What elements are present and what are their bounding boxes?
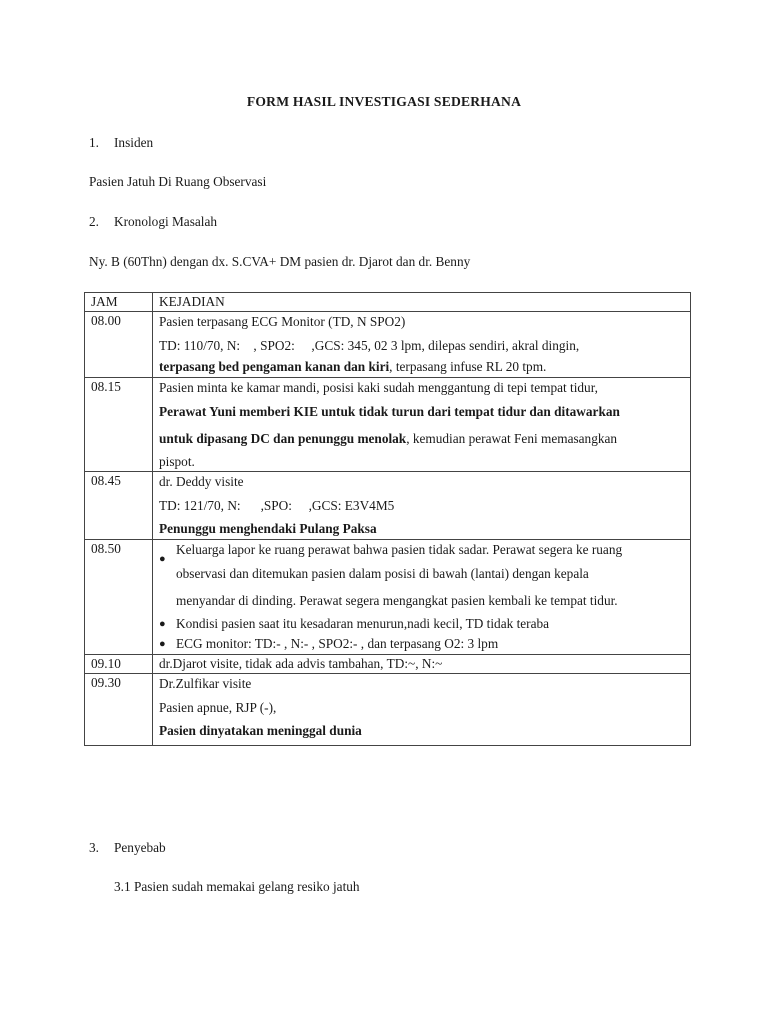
kejadian-text: ECG monitor: TD:- , N:- , SPO2:- , dan terpasang O2: 3 lpm xyxy=(176,636,499,651)
section-number: 3. xyxy=(89,840,99,855)
row-kejadian xyxy=(153,472,691,540)
kejadian-line: observasi dan ditemukan pasien dalam posisi di bawah (lantai) dengan kepala xyxy=(176,566,589,581)
kejadian-line: Pasien terpasang ECG Monitor (TD, N SPO2) xyxy=(159,314,406,329)
table-row xyxy=(85,472,691,540)
header-kejadian: KEJADIAN xyxy=(153,293,691,312)
kejadian-line: dr. Deddy visite xyxy=(159,474,244,489)
kejadian-bullet-list xyxy=(159,540,690,654)
kejadian-line xyxy=(159,425,690,452)
table-row xyxy=(85,312,691,378)
kejadian-bold-text: untuk dipasang DC dan penunggu menolak xyxy=(159,431,407,446)
kejadian-line: TD: 121/70, N: ,SPO: ,GCS: E3V4M5 xyxy=(159,498,395,513)
bullet-icon: ● xyxy=(159,553,166,565)
row-jam: 08.00 xyxy=(85,312,153,378)
row-kejadian xyxy=(153,378,691,472)
section-insiden-heading xyxy=(89,135,153,151)
row-jam: 08.45 xyxy=(85,472,153,540)
kejadian-line: Dr.Zulfikar visite xyxy=(159,676,252,691)
kejadian-line: Pasien minta ke kamar mandi, posisi kaki sudah menggantung di tepi tempat tidur, xyxy=(159,380,598,395)
row-jam: 08.15 xyxy=(85,378,153,472)
kronologi-intro: Ny. B (60Thn) dengan dx. S.CVA+ DM pasien dr. Djarot dan dr. Benny xyxy=(89,254,471,269)
table-row xyxy=(85,378,691,472)
kejadian-line: Keluarga lapor ke ruang perawat bahwa pasien tidak sadar. Perawat segera ke ruang xyxy=(176,542,623,557)
row-jam: 09.10 xyxy=(85,655,153,674)
kejadian-bold-line: Penunggu menghendaki Pulang Paksa xyxy=(159,521,377,536)
kejadian-line: pispot. xyxy=(159,454,195,469)
form-title: FORM HASIL INVESTIGASI SEDERHANA xyxy=(246,94,522,109)
kejadian-bold-text: terpasang bed pengaman kanan dan kiri xyxy=(159,359,390,374)
table-row xyxy=(85,674,691,746)
bullet-icon: ● xyxy=(159,618,166,630)
kejadian-line: dr.Djarot visite, tidak ada advis tambahan, TD:~, N:~ xyxy=(159,656,443,671)
row-jam: 09.30 xyxy=(85,674,153,746)
row-kejadian xyxy=(153,540,691,655)
section-kronologi-heading xyxy=(89,214,217,230)
row-kejadian xyxy=(153,674,691,746)
kejadian-line: menyandar di dinding. Perawat segera mengangkat pasien kembali ke tempat tidur. xyxy=(176,593,618,608)
section-number: 1. xyxy=(89,135,99,150)
section-penyebab-heading xyxy=(89,840,166,856)
section-label: Penyebab xyxy=(114,840,166,855)
table-row xyxy=(85,540,691,655)
penyebab-item: 3.1 Pasien sudah memakai gelang resiko jatuh xyxy=(114,879,360,894)
kejadian-text: Kondisi pasien saat itu kesadaran menurun,nadi kecil, TD tidak teraba xyxy=(176,616,550,631)
list-item xyxy=(159,634,690,654)
kejadian-line: Pasien apnue, RJP (-), xyxy=(159,700,277,715)
kejadian-text: , kemudian perawat Feni memasangkan xyxy=(406,431,618,446)
kejadian-bold-line: Perawat Yuni memberi KIE untuk tidak turun dari tempat tidur dan ditawarkan xyxy=(159,404,620,419)
insiden-text: Pasien Jatuh Di Ruang Observasi xyxy=(89,174,267,189)
kejadian-line xyxy=(159,357,690,377)
kejadian-bold-line: Pasien dinyatakan meninggal dunia xyxy=(159,723,362,738)
kejadian-line: TD: 110/70, N: , SPO2: ,GCS: 345, 02 3 lpm, dilepas sendiri, akral dingin, xyxy=(159,338,580,353)
section-label: Insiden xyxy=(114,135,154,150)
list-item xyxy=(159,540,690,614)
row-kejadian xyxy=(153,312,691,378)
header-jam: JAM xyxy=(85,293,153,312)
section-number: 2. xyxy=(89,214,99,229)
table-header-row xyxy=(85,293,691,312)
table-row xyxy=(85,655,691,674)
row-kejadian xyxy=(153,655,691,674)
section-label: Kronologi Masalah xyxy=(114,214,218,229)
kronologi-table xyxy=(84,292,691,746)
kejadian-text: , terpasang infuse RL 20 tpm. xyxy=(389,359,547,374)
bullet-icon: ● xyxy=(159,638,166,650)
row-jam: 08.50 xyxy=(85,540,153,655)
list-item xyxy=(159,614,690,634)
